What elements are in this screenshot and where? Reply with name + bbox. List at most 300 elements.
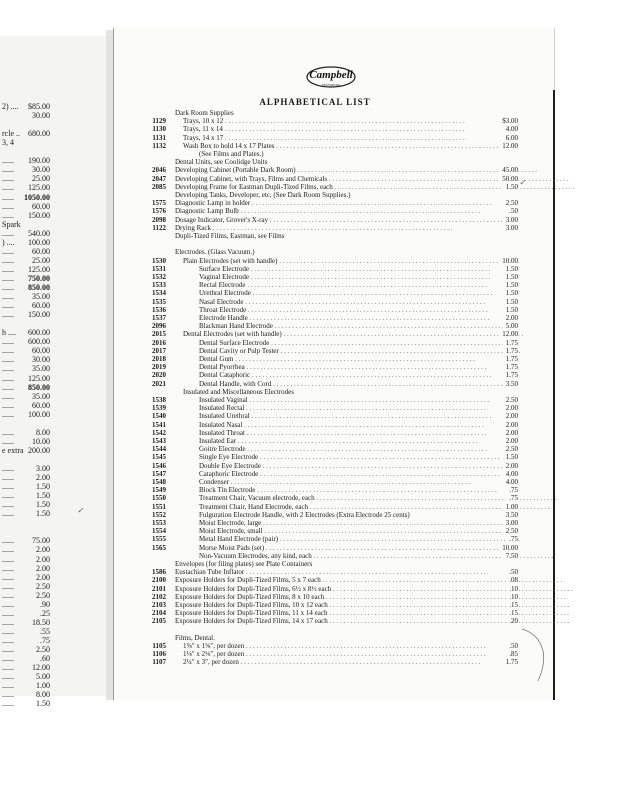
item-description: Envelopes (for filing plates) see Plate Containers bbox=[175, 560, 313, 568]
list-item bbox=[0, 404, 630, 412]
list-item bbox=[0, 265, 630, 273]
list-item bbox=[0, 109, 630, 117]
list-item bbox=[0, 175, 630, 183]
item-description: Vaginal Electrode . . . bbox=[199, 273, 516, 281]
list-item bbox=[0, 543, 630, 555]
item-price: 1.50 bbox=[503, 265, 518, 273]
list-item bbox=[0, 289, 630, 297]
item-price: 1.00 bbox=[503, 503, 518, 511]
item-description: Urethral Electrode . . . bbox=[199, 289, 516, 297]
left-page-row-value: 2.00 bbox=[36, 572, 50, 582]
left-page-row-value: 5.00 bbox=[36, 672, 50, 682]
item-description: Eustachian Tube Inflator . . . bbox=[175, 568, 516, 576]
item-price: 2.50 bbox=[503, 396, 518, 404]
item-number: 1130 bbox=[152, 125, 166, 134]
item-price: .50 bbox=[506, 642, 518, 650]
left-page-row-text: ...... bbox=[2, 255, 14, 265]
left-page-row-value: 200.00 bbox=[28, 445, 50, 455]
item-description: Dental Handle, with Cord . . . bbox=[199, 380, 516, 388]
left-page-row-value: 75.00 bbox=[32, 536, 50, 546]
list-item bbox=[0, 355, 630, 363]
left-page-row-value: 8.00 bbox=[36, 427, 50, 437]
item-description: Treatment Chair, Hand Electrode, each . . . bbox=[199, 503, 516, 511]
item-price: .75 bbox=[506, 494, 518, 502]
left-page-row-value: 150.00 bbox=[28, 210, 50, 220]
item-number: 1542 bbox=[152, 428, 166, 437]
list-item bbox=[0, 380, 630, 388]
item-number: 1106 bbox=[152, 650, 166, 659]
list-item bbox=[0, 142, 630, 150]
item-price: .50 bbox=[506, 568, 518, 576]
left-page-row-text: ...... bbox=[2, 608, 14, 618]
list-item bbox=[0, 339, 630, 347]
item-number: 2098 bbox=[152, 215, 166, 224]
item-description: Exposure Holders for Dupli-Tized Films, 14 x 17 each . . . bbox=[175, 617, 516, 625]
item-price: .10 bbox=[506, 593, 518, 601]
item-number: 1532 bbox=[152, 273, 166, 281]
left-page-row-text: ...... bbox=[2, 292, 14, 302]
item-description: 1⅛" x 2⅛", per dozen . . . bbox=[183, 650, 516, 658]
item-price: 1.75 bbox=[503, 355, 518, 363]
left-page-row bbox=[0, 672, 108, 681]
item-price: 12.00 bbox=[499, 142, 518, 150]
item-price: 2.00 bbox=[503, 404, 518, 412]
item-price: 1.50 bbox=[503, 289, 518, 297]
list-item bbox=[0, 199, 630, 207]
item-number: 1105 bbox=[152, 642, 166, 650]
item-description: Nasal Electrode . . . bbox=[199, 298, 516, 306]
left-page-row-text: ...... bbox=[2, 436, 14, 446]
item-number: 1546 bbox=[152, 461, 166, 470]
item-description: Exposure Holders for Dupli-Tized Films, 11 x 14 each . . . bbox=[175, 609, 516, 617]
list-item bbox=[0, 158, 630, 166]
left-page-row-text: ...... bbox=[2, 482, 14, 492]
left-page-row-value: 25.00 bbox=[32, 255, 50, 265]
item-number: 1543 bbox=[152, 437, 166, 445]
list-item bbox=[0, 590, 630, 601]
left-page-row-text: ...... bbox=[2, 201, 14, 211]
left-page-row-text: ...... bbox=[2, 690, 14, 700]
list-item bbox=[0, 568, 630, 576]
left-page-row-text: ...... bbox=[2, 337, 14, 347]
item-price: 7.50 bbox=[503, 552, 518, 560]
left-page-row-value: 30.00 bbox=[32, 165, 50, 175]
item-description: Condenser . . . bbox=[199, 478, 516, 486]
item-price: $3.00 bbox=[499, 117, 518, 125]
left-page-row-text: ...... bbox=[2, 210, 14, 220]
left-page-row-value: 1.50 bbox=[36, 482, 50, 492]
campbell-logo bbox=[304, 57, 358, 93]
left-page-row-value: .90 bbox=[40, 599, 50, 609]
list-item bbox=[0, 322, 630, 330]
item-number: 2020 bbox=[152, 371, 166, 380]
left-page-row-value: 3.00 bbox=[36, 464, 50, 473]
item-price: 2.00 bbox=[503, 314, 518, 322]
item-description: Developing Tanks, Developer, etc. (See Dark Room Supplies.) bbox=[175, 191, 351, 199]
list-item bbox=[0, 486, 630, 494]
item-description: Insulated Nasal . . . bbox=[199, 421, 516, 429]
item-price: .10 bbox=[506, 585, 518, 593]
list-item bbox=[0, 224, 630, 232]
item-description: Wash Box to hold 14 x 17 Plates . . . bbox=[183, 142, 516, 150]
left-page-row-value: 60.00 bbox=[32, 201, 50, 211]
item-price: 4.00 bbox=[503, 478, 518, 486]
left-page-row-value: 35.00 bbox=[32, 391, 50, 401]
item-description: Dental Electrodes (set with handle) . . . bbox=[183, 330, 516, 338]
item-price: 2.50 bbox=[503, 445, 518, 453]
left-page-row-value: 600.00 bbox=[28, 337, 50, 347]
left-page-row-value: .75 bbox=[40, 635, 50, 645]
left-page-row-value: .25 bbox=[40, 608, 50, 618]
item-number: 1531 bbox=[152, 264, 166, 273]
item-description: Throat Electrode . . . bbox=[199, 306, 516, 314]
item-number: 1538 bbox=[152, 396, 166, 404]
item-description: Developing Cabinet (Portable Dark Room) . . . bbox=[175, 166, 516, 174]
left-page-row-value: 150.00 bbox=[28, 310, 50, 320]
left-page-row-value: 30.00 bbox=[32, 355, 50, 365]
item-price: 2.00 bbox=[503, 429, 518, 437]
item-description: Developing Frame for Eastman Dupli-Tized Films, each . . . bbox=[175, 183, 516, 191]
left-page-row-text: ...... bbox=[2, 174, 14, 184]
item-number: 1122 bbox=[152, 223, 166, 232]
item-description: Non-Vacuum Electrodes, any kind, each . . . bbox=[199, 552, 516, 560]
list-item bbox=[0, 237, 630, 248]
list-item bbox=[0, 281, 630, 289]
item-description: Single Eye Electrode . . . bbox=[199, 453, 516, 461]
item-description: Films, Dental. bbox=[175, 633, 215, 642]
item-number: 2017 bbox=[152, 346, 166, 355]
item-description: Insulated Vaginal . . . bbox=[199, 396, 516, 404]
left-page-row-text: ...... bbox=[2, 228, 14, 238]
item-price: 3.50 bbox=[503, 380, 518, 388]
item-price: 10.00 bbox=[499, 257, 518, 265]
list-item bbox=[0, 216, 630, 224]
item-number: 2018 bbox=[152, 355, 166, 363]
left-page-row-value: 1.50 bbox=[36, 699, 50, 709]
left-page-row-text: ...... bbox=[2, 283, 14, 292]
left-page-row-value: 190.00 bbox=[28, 156, 50, 166]
left-page-row-text: ...... bbox=[2, 699, 14, 709]
pencil-curve bbox=[520, 625, 560, 685]
item-description: Trays, 11 x 14 . . . bbox=[183, 125, 516, 133]
item-description: Insulated Ear . . . bbox=[199, 437, 516, 445]
item-description: Insulated Rectal . . . bbox=[199, 404, 516, 412]
left-page-row-text: ...... bbox=[2, 626, 14, 636]
list-item bbox=[0, 609, 630, 617]
list-item bbox=[0, 552, 630, 560]
left-page-row-text: ...... bbox=[2, 554, 14, 564]
list-item bbox=[0, 232, 630, 240]
list-item bbox=[0, 511, 630, 519]
list-item bbox=[0, 437, 630, 445]
item-description: Dental Pyorrhea . . . bbox=[199, 363, 516, 371]
list-item bbox=[0, 396, 630, 404]
item-price: .75 bbox=[506, 535, 518, 543]
left-page-row-text: ...... bbox=[2, 373, 14, 383]
list-item bbox=[0, 388, 630, 396]
item-number: 1555 bbox=[152, 535, 166, 544]
left-page-row-text: ) .... bbox=[2, 237, 15, 247]
item-price: 10.00 bbox=[499, 544, 518, 552]
item-number: 2085 bbox=[152, 182, 166, 191]
left-page-row-text: 3, 4 bbox=[2, 138, 14, 148]
item-description: Insulated Throat . . . bbox=[199, 429, 516, 437]
left-page-row-text: h .... bbox=[2, 328, 16, 338]
item-price: .15 bbox=[506, 601, 518, 609]
item-price: 12.00 bbox=[499, 330, 518, 338]
item-number: 1541 bbox=[152, 420, 166, 429]
item-number: 2019 bbox=[152, 363, 166, 372]
item-number: 1530 bbox=[152, 256, 166, 265]
left-page-row-value: 1.50 bbox=[36, 500, 50, 510]
item-price: .85 bbox=[506, 650, 518, 658]
item-price: .15 bbox=[506, 609, 518, 617]
item-price: 3.50 bbox=[503, 511, 518, 519]
item-number: 1586 bbox=[152, 568, 166, 577]
item-description: 1⅝" x 1⅝", per dozen . . . bbox=[183, 642, 516, 650]
left-page-row-text: ...... bbox=[2, 409, 14, 419]
left-page-row-text: ...... bbox=[2, 545, 14, 555]
item-description: Dosage Indicator, Grover's X-ray . . . bbox=[175, 216, 516, 224]
item-number: 1535 bbox=[152, 297, 166, 306]
item-price: 4.00 bbox=[503, 470, 518, 478]
left-page-row-text: rcle .. bbox=[2, 129, 20, 139]
list-item bbox=[0, 273, 630, 281]
left-page-row-value: 125.00 bbox=[28, 183, 50, 193]
left-page-row-text: ...... bbox=[2, 310, 14, 320]
item-number: 2021 bbox=[152, 379, 166, 388]
left-page-row-text: ...... bbox=[2, 355, 14, 365]
list-item bbox=[0, 421, 630, 429]
left-page-row bbox=[0, 690, 108, 699]
left-check-mark: ✓ bbox=[77, 506, 84, 515]
item-price: 1.50 bbox=[503, 183, 518, 191]
item-number: 1547 bbox=[152, 469, 166, 478]
item-price: .50 bbox=[506, 207, 518, 215]
list-item bbox=[0, 478, 630, 486]
left-page-row-text: ...... bbox=[2, 617, 14, 627]
left-page-row-value: 125.00 bbox=[28, 264, 50, 274]
list-item bbox=[0, 462, 630, 470]
left-page-row-value: 540.00 bbox=[28, 228, 50, 238]
list-item bbox=[0, 117, 630, 125]
item-description: Rectal Electrode . . . bbox=[199, 281, 516, 289]
left-page-row bbox=[0, 681, 108, 690]
item-number: 1540 bbox=[152, 412, 166, 421]
item-number: 1129 bbox=[152, 117, 166, 126]
left-page-row-text: ...... bbox=[2, 654, 14, 664]
item-description: Exposure Holders for Dupli-Tized Films, 10 x 12 each . . . bbox=[175, 601, 516, 609]
list-item bbox=[0, 453, 630, 461]
left-page-row-text: ...... bbox=[2, 301, 14, 311]
left-page-row-text: ...... bbox=[2, 400, 14, 410]
left-page-row-text: ...... bbox=[2, 563, 14, 573]
item-price: 2.00 bbox=[503, 412, 518, 420]
item-description: 2¼" x 3", per dozen . . . bbox=[183, 658, 516, 666]
left-page-row-value: .55 bbox=[40, 626, 50, 636]
item-price: 2.50 bbox=[503, 527, 518, 535]
item-number: 1545 bbox=[152, 453, 166, 462]
item-description: Electrodes. (Glass Vacuum.) bbox=[175, 248, 255, 257]
item-description: Morse Moist Pads (set) . . . bbox=[199, 544, 516, 552]
left-page-row-value: 10.00 bbox=[32, 436, 50, 446]
item-number: 1552 bbox=[152, 510, 166, 519]
item-number: 1549 bbox=[152, 486, 166, 495]
item-number: 1537 bbox=[152, 314, 166, 322]
list-item bbox=[0, 257, 630, 265]
left-page-row-value: 2.00 bbox=[36, 563, 50, 573]
left-page-row-value: 680.00 bbox=[28, 129, 50, 139]
item-description: Trays, 14 x 17 . . . bbox=[183, 134, 516, 142]
item-description: Developing Cabinet, with Trays, Films and Chemicals . . . bbox=[175, 175, 516, 183]
list-item bbox=[0, 134, 630, 142]
list-item bbox=[0, 527, 630, 535]
list-item bbox=[0, 150, 630, 158]
left-page-row-text: ...... bbox=[2, 509, 14, 519]
left-page-row-text: ...... bbox=[2, 156, 14, 166]
list-item bbox=[0, 314, 630, 322]
item-price: 1.50 bbox=[503, 306, 518, 314]
logo-subtext: STRASBURG bbox=[321, 83, 341, 87]
left-page-row-text: ...... bbox=[2, 427, 14, 437]
list-item bbox=[0, 166, 630, 174]
list-item bbox=[0, 576, 630, 584]
item-number: 2046 bbox=[152, 166, 166, 175]
item-number: 1534 bbox=[152, 289, 166, 298]
item-number: 2102 bbox=[152, 592, 166, 601]
item-description: (See Films and Plates.) bbox=[199, 150, 264, 158]
left-page-row-text: ...... bbox=[2, 681, 14, 691]
item-price: .20 bbox=[506, 617, 518, 625]
list-item bbox=[0, 519, 630, 527]
list-item bbox=[0, 409, 630, 421]
item-description: Goitre Electrode . . . bbox=[199, 445, 516, 453]
item-number: 1132 bbox=[152, 141, 166, 150]
list-item bbox=[0, 535, 630, 546]
list-item bbox=[0, 585, 630, 593]
list-item bbox=[0, 503, 630, 511]
item-number: 2101 bbox=[152, 584, 166, 593]
left-page-row-value: 25.00 bbox=[32, 174, 50, 184]
left-page-row-value: 850.00 bbox=[28, 382, 50, 392]
left-page-row-text: ...... bbox=[2, 382, 14, 392]
item-number: 1565 bbox=[152, 543, 166, 552]
left-page-row-text: ...... bbox=[2, 536, 14, 546]
left-page-row-value: 30.00 bbox=[32, 111, 50, 121]
item-number: 1107 bbox=[152, 658, 166, 667]
item-price: 3.00 bbox=[503, 519, 518, 527]
left-page-row-value: .60 bbox=[40, 654, 50, 664]
left-page-row-value: 60.00 bbox=[32, 301, 50, 311]
item-number: 1551 bbox=[152, 502, 166, 511]
item-description: Diagnostic Lamp Bulb . . . bbox=[175, 207, 516, 215]
item-price: 1.75 bbox=[503, 658, 518, 666]
item-number: 1536 bbox=[152, 305, 166, 314]
item-description: Exposure Holders for Dupli-Tized Films, 5 x 7 each . . . bbox=[175, 576, 516, 584]
left-page-row-value: 2.00 bbox=[36, 473, 50, 483]
item-price: 2.00 bbox=[503, 421, 518, 429]
list-item bbox=[0, 429, 630, 437]
left-page-row-value: 1.50 bbox=[36, 509, 50, 519]
item-description: Dental Surface Electrode . . . bbox=[199, 339, 516, 347]
item-description: Drying Rack . . . bbox=[175, 224, 516, 232]
item-description: Treatment Chair, Vacuum electrode, each . . . bbox=[199, 494, 516, 502]
item-number: 1548 bbox=[152, 478, 166, 486]
item-price: 2.50 bbox=[503, 199, 518, 207]
logo-text: Campbell bbox=[309, 69, 353, 81]
item-description: Dental Cataphoric . . . bbox=[199, 371, 516, 379]
list-item bbox=[0, 470, 630, 478]
item-description: Dental Gum . . . bbox=[199, 355, 516, 363]
left-page-row-text: Spark bbox=[2, 219, 21, 229]
left-page-row-text: ...... bbox=[2, 599, 14, 609]
left-page-row-value: 60.00 bbox=[32, 246, 50, 256]
left-page-row-text: ...... bbox=[2, 672, 14, 682]
list-item bbox=[0, 347, 630, 355]
item-number: 1533 bbox=[152, 281, 166, 290]
item-number: 2015 bbox=[152, 330, 166, 339]
item-price: 1.50 bbox=[503, 298, 518, 306]
item-description: Dental Cavity or Pulp Tester . . . bbox=[199, 347, 516, 355]
item-description: Exposure Holders for Dupli-Tized Films, 6½ x 8½ each . . . bbox=[175, 585, 516, 593]
item-number: 1131 bbox=[152, 133, 166, 142]
item-number: 2047 bbox=[152, 174, 166, 183]
item-price: 2.00 bbox=[503, 437, 518, 445]
list-item bbox=[0, 298, 630, 306]
left-page-row-value: 125.00 bbox=[28, 373, 50, 383]
left-page-row-text: 2) .... bbox=[2, 102, 19, 111]
item-price: 1.50 bbox=[503, 453, 518, 461]
item-number: 1544 bbox=[152, 445, 166, 454]
left-page-row-text: ...... bbox=[2, 273, 14, 283]
list-item bbox=[0, 445, 630, 453]
left-page-row-value: 2.00 bbox=[36, 554, 50, 564]
item-description: Electrode Handle . . . bbox=[199, 314, 516, 322]
list-item bbox=[0, 601, 630, 609]
left-page-row-value: 1050.00 bbox=[24, 192, 50, 202]
left-page-row-text: ...... bbox=[2, 246, 14, 256]
left-page-row-text: ...... bbox=[2, 264, 14, 274]
left-page-row-value: 2.50 bbox=[36, 645, 50, 654]
left-page-row-value: 18.50 bbox=[32, 617, 50, 627]
item-number: 2016 bbox=[152, 338, 166, 347]
item-description: Plain Electrodes (set with handle) . . . bbox=[183, 257, 516, 265]
item-price: .75 bbox=[506, 486, 518, 494]
item-price: 3.00 bbox=[503, 224, 518, 232]
list-item bbox=[0, 560, 630, 568]
list-item bbox=[0, 363, 630, 374]
item-price: 1.75 bbox=[503, 347, 518, 355]
item-description: Metal Hand Electrode (pair) . . . bbox=[199, 535, 516, 543]
item-description: Trays, 10 x 12 . . . bbox=[183, 117, 516, 125]
item-price: 1.50 bbox=[503, 273, 518, 281]
item-price: 45.00 bbox=[499, 166, 518, 174]
item-description: Blackman Hand Electrode . . . bbox=[199, 322, 516, 330]
item-price: 2.00 bbox=[503, 462, 518, 470]
item-price: 5.00 bbox=[503, 322, 518, 330]
left-page-row-value: 35.00 bbox=[32, 292, 50, 302]
left-page-row-text: ...... bbox=[2, 391, 14, 401]
list-item bbox=[0, 306, 630, 314]
item-price: 6.00 bbox=[503, 134, 518, 142]
left-page-row-value: 2.00 bbox=[36, 545, 50, 555]
left-page-row-text: ...... bbox=[2, 473, 14, 483]
left-page-row-value: 60.00 bbox=[32, 346, 50, 356]
left-page-row-value: 850.00 bbox=[28, 283, 50, 292]
left-page-row-value: 1.50 bbox=[36, 491, 50, 501]
list-item bbox=[0, 207, 630, 215]
item-price: 1.75 bbox=[503, 363, 518, 371]
